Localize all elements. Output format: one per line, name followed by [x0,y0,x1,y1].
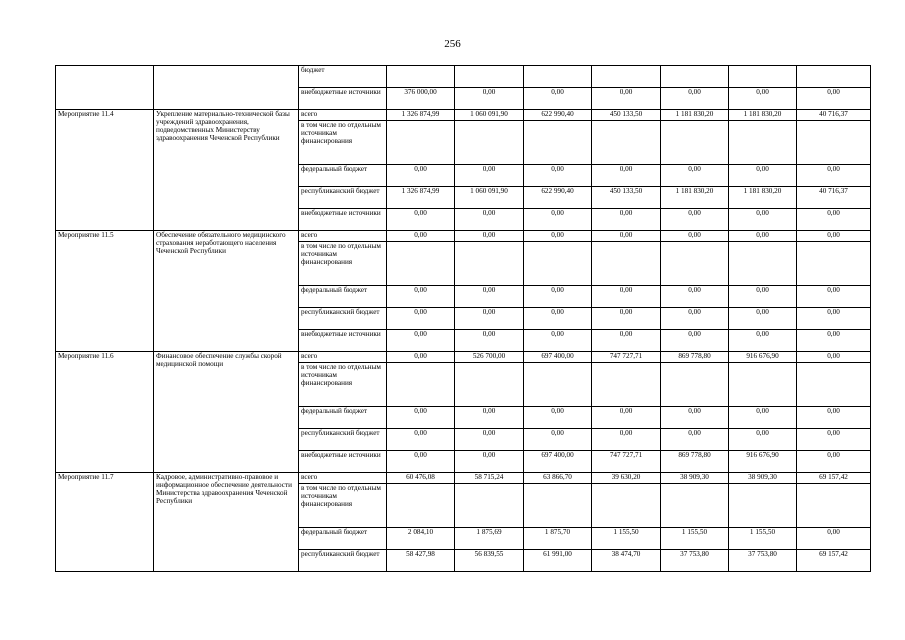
value-cell: 40 716,37 [797,187,871,209]
funding-source-cell: бюджет [299,66,387,88]
value-cell: 1 181 830,20 [661,110,729,121]
table-row [56,66,871,88]
funding-source-cell: всего [299,110,387,121]
value-cell: 622 990,40 [524,110,592,121]
value-cell: 0,00 [387,308,455,330]
value-cell: 0,00 [455,165,524,187]
value-cell: 0,00 [729,330,797,352]
value-cell: 0,00 [455,286,524,308]
value-cell: 0,00 [661,308,729,330]
value-cell [729,121,797,165]
value-cell [387,484,455,528]
value-cell [729,484,797,528]
value-cell: 916 676,90 [729,451,797,473]
measure-code-cell: Мероприятие 11.5 [56,231,154,352]
funding-source-cell: в том числе по отдельным источникам финансирования [299,242,387,286]
value-cell [524,363,592,407]
value-cell: 1 181 830,20 [729,110,797,121]
value-cell: 869 778,80 [661,352,729,363]
value-cell: 0,00 [797,231,871,242]
value-cell: 526 700,00 [455,352,524,363]
funding-source-cell: федеральный бюджет [299,407,387,429]
value-cell: 1 155,50 [661,528,729,550]
value-cell [729,363,797,407]
value-cell: 69 157,42 [797,550,871,572]
value-cell: 697 400,00 [524,352,592,363]
value-cell: 38 474,70 [592,550,661,572]
value-cell: 0,00 [797,88,871,110]
value-cell: 0,00 [524,330,592,352]
value-cell: 37 753,80 [729,550,797,572]
table-row [56,110,871,121]
value-cell: 1 155,50 [592,528,661,550]
funding-source-cell: внебюджетные источники [299,451,387,473]
value-cell: 0,00 [455,308,524,330]
value-cell: 869 778,80 [661,451,729,473]
table-body [56,66,871,572]
value-cell: 0,00 [455,451,524,473]
value-cell: 376 000,00 [387,88,455,110]
value-cell: 0,00 [455,429,524,451]
value-cell: 58 427,98 [387,550,455,572]
funding-source-cell: внебюджетные источники [299,88,387,110]
value-cell: 1 155,50 [729,528,797,550]
value-cell: 0,00 [797,528,871,550]
value-cell: 0,00 [661,231,729,242]
value-cell [661,363,729,407]
value-cell: 2 084,10 [387,528,455,550]
value-cell: 60 476,08 [387,473,455,484]
value-cell [592,242,661,286]
value-cell: 0,00 [797,209,871,231]
value-cell [455,484,524,528]
value-cell [524,484,592,528]
value-cell: 1 326 874,99 [387,110,455,121]
value-cell: 0,00 [592,88,661,110]
value-cell: 0,00 [592,209,661,231]
value-cell: 37 753,80 [661,550,729,572]
value-cell: 0,00 [455,330,524,352]
value-cell [524,66,592,88]
measure-code-cell [56,66,154,110]
table-row [56,231,871,242]
funding-source-cell: республиканский бюджет [299,550,387,572]
measure-code-cell: Мероприятие 11.4 [56,110,154,231]
value-cell: 450 133,50 [592,110,661,121]
funding-source-cell: федеральный бюджет [299,528,387,550]
value-cell: 0,00 [797,451,871,473]
value-cell: 1 060 091,90 [455,110,524,121]
value-cell [797,363,871,407]
value-cell: 0,00 [661,88,729,110]
value-cell: 0,00 [729,429,797,451]
value-cell: 0,00 [387,165,455,187]
value-cell: 1 875,69 [455,528,524,550]
value-cell [387,363,455,407]
value-cell: 747 727,71 [592,451,661,473]
funding-source-cell: в том числе по отдельным источникам финансирования [299,484,387,528]
value-cell: 0,00 [797,286,871,308]
value-cell: 0,00 [524,308,592,330]
value-cell: 0,00 [524,231,592,242]
value-cell: 0,00 [592,308,661,330]
value-cell: 38 909,30 [661,473,729,484]
value-cell: 0,00 [592,429,661,451]
value-cell [661,484,729,528]
value-cell [797,242,871,286]
value-cell: 0,00 [387,429,455,451]
value-cell: 69 157,42 [797,473,871,484]
value-cell [592,484,661,528]
measure-description-cell: Обеспечение обязательного медицинского страхования неработающего населения Чеченской Республики [154,231,299,352]
funding-source-cell: республиканский бюджет [299,429,387,451]
value-cell: 0,00 [524,165,592,187]
value-cell [455,242,524,286]
value-cell: 0,00 [797,429,871,451]
value-cell [387,242,455,286]
value-cell: 0,00 [797,352,871,363]
value-cell: 0,00 [455,407,524,429]
value-cell: 747 727,71 [592,352,661,363]
value-cell: 0,00 [524,429,592,451]
value-cell [455,121,524,165]
value-cell: 0,00 [661,165,729,187]
value-cell [524,242,592,286]
value-cell: 0,00 [797,308,871,330]
value-cell [729,66,797,88]
value-cell [797,121,871,165]
value-cell: 38 909,30 [729,473,797,484]
funding-source-cell: республиканский бюджет [299,187,387,209]
funding-source-cell: федеральный бюджет [299,165,387,187]
value-cell: 0,00 [592,286,661,308]
value-cell [592,66,661,88]
value-cell [661,66,729,88]
value-cell [797,66,871,88]
page-number: 256 [444,38,461,50]
measure-code-cell: Мероприятие 11.6 [56,352,154,473]
value-cell [797,484,871,528]
funding-source-cell: федеральный бюджет [299,286,387,308]
value-cell: 0,00 [592,407,661,429]
value-cell: 0,00 [592,231,661,242]
value-cell [387,121,455,165]
value-cell [661,242,729,286]
table-row [56,352,871,363]
value-cell: 0,00 [387,407,455,429]
value-cell: 0,00 [729,286,797,308]
measure-description-cell: Кадровое, административно-правовое и информационное обеспечение деятельности Министерства здравоохранения Чеченской Республики [154,473,299,572]
value-cell: 0,00 [729,231,797,242]
value-cell: 0,00 [387,209,455,231]
value-cell: 0,00 [524,286,592,308]
value-cell: 1 326 874,99 [387,187,455,209]
value-cell: 0,00 [661,407,729,429]
measure-code-cell: Мероприятие 11.7 [56,473,154,572]
value-cell [524,121,592,165]
value-cell: 58 715,24 [455,473,524,484]
value-cell: 40 716,37 [797,110,871,121]
value-cell [387,66,455,88]
value-cell: 1 875,70 [524,528,592,550]
value-cell: 61 991,00 [524,550,592,572]
funding-source-cell: республиканский бюджет [299,308,387,330]
value-cell [661,121,729,165]
value-cell: 0,00 [797,165,871,187]
value-cell: 0,00 [729,407,797,429]
value-cell: 0,00 [797,407,871,429]
funding-source-cell: в том числе по отдельным источникам финансирования [299,121,387,165]
value-cell: 0,00 [524,407,592,429]
value-cell: 39 630,20 [592,473,661,484]
funding-source-cell: всего [299,473,387,484]
value-cell: 0,00 [387,231,455,242]
value-cell: 622 990,40 [524,187,592,209]
value-cell: 0,00 [661,330,729,352]
value-cell: 0,00 [387,352,455,363]
funding-source-cell: внебюджетные источники [299,330,387,352]
value-cell: 0,00 [455,88,524,110]
value-cell: 0,00 [729,209,797,231]
funding-source-cell: в том числе по отдельным источникам финансирования [299,363,387,407]
value-cell: 450 133,50 [592,187,661,209]
value-cell: 0,00 [387,451,455,473]
value-cell [455,66,524,88]
funding-source-cell: всего [299,352,387,363]
value-cell: 0,00 [729,165,797,187]
measure-description-cell [154,66,299,110]
value-cell: 0,00 [387,286,455,308]
value-cell: 0,00 [797,330,871,352]
value-cell: 56 839,55 [455,550,524,572]
value-cell: 1 060 091,90 [455,187,524,209]
value-cell [455,363,524,407]
value-cell: 0,00 [387,330,455,352]
value-cell [592,363,661,407]
value-cell: 0,00 [661,286,729,308]
funding-source-cell: внебюджетные источники [299,209,387,231]
value-cell [592,121,661,165]
budget-table [55,65,871,572]
value-cell: 0,00 [729,308,797,330]
value-cell: 1 181 830,20 [729,187,797,209]
value-cell: 63 866,70 [524,473,592,484]
value-cell: 0,00 [592,330,661,352]
table-row [56,473,871,484]
value-cell: 0,00 [524,88,592,110]
value-cell: 1 181 830,20 [661,187,729,209]
measure-description-cell: Финансовое обеспечение службы скорой медицинской помощи [154,352,299,473]
value-cell: 0,00 [455,231,524,242]
value-cell [729,242,797,286]
value-cell: 0,00 [661,429,729,451]
measure-description-cell: Укрепление материально-технической базы учреждений здравоохранения, подведомственных Министерству здравоохранения Чеченской Республики [154,110,299,231]
funding-source-cell: всего [299,231,387,242]
value-cell: 697 400,00 [524,451,592,473]
value-cell: 0,00 [592,165,661,187]
value-cell: 0,00 [455,209,524,231]
value-cell: 0,00 [729,88,797,110]
value-cell: 916 676,90 [729,352,797,363]
value-cell: 0,00 [661,209,729,231]
value-cell: 0,00 [524,209,592,231]
